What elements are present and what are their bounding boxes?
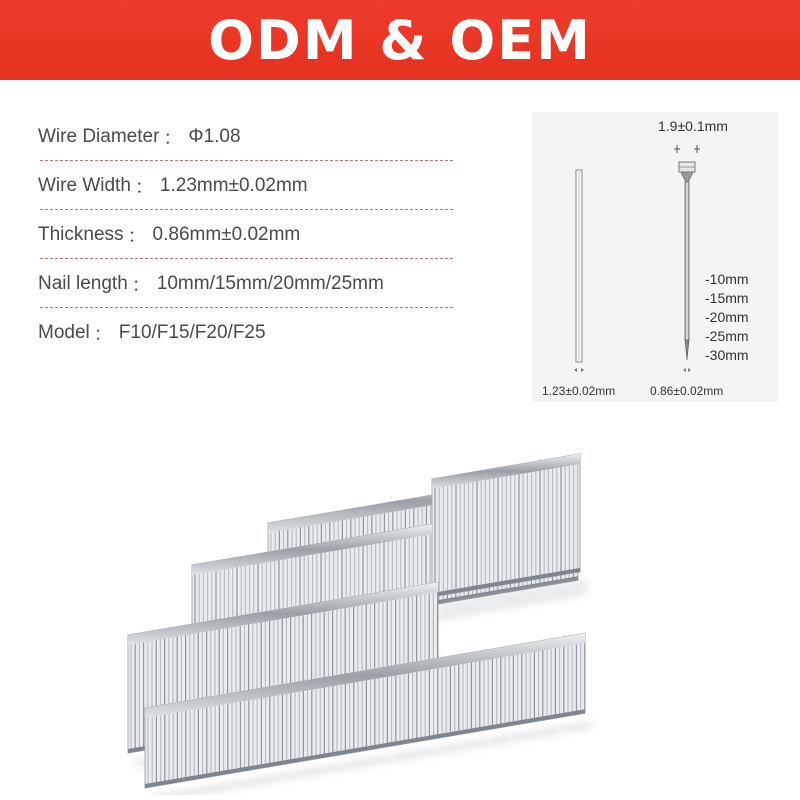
spec-row-nail-length — [38, 259, 453, 308]
length-option: -10mm — [705, 271, 749, 287]
spec-list — [38, 112, 453, 357]
spec-separator: ： — [134, 177, 154, 198]
length-option: -30mm — [705, 347, 749, 363]
spec-row-model — [38, 308, 453, 357]
spec-value: 10mm/15mm/20mm/25mm — [156, 272, 384, 294]
nail-strips-illustration — [120, 425, 700, 795]
nail-side-view — [679, 162, 695, 372]
spec-row-wire-diameter — [38, 112, 453, 161]
spec-row-wire-width — [38, 161, 453, 210]
spec-value: 0.86mm±0.02mm — [152, 223, 301, 245]
spec-label: Wire Diameter — [38, 125, 160, 147]
spec-row-thickness — [38, 210, 453, 259]
spec-value: 1.23mm±0.02mm — [159, 174, 308, 196]
wire-width-label: 1.23±0.02mm — [542, 384, 616, 398]
spec-value: F10/F15/F20/F25 — [118, 321, 266, 343]
spec-label: Wire Width — [38, 174, 131, 196]
spec-separator: ： — [127, 226, 147, 247]
spec-separator: ： — [131, 275, 151, 296]
spec-label: Nail length — [38, 272, 128, 294]
header-banner — [0, 0, 800, 80]
length-option: -20mm — [705, 309, 749, 325]
spec-label: Thickness — [38, 223, 124, 245]
head-width-label: 1.9±0.1mm — [658, 118, 728, 134]
length-option: -15mm — [705, 290, 749, 306]
thickness-label: 0.86±0.02mm — [650, 384, 724, 398]
nail-front-view — [574, 170, 584, 372]
spec-label: Model — [38, 321, 90, 343]
spec-separator: ： — [163, 128, 183, 149]
spec-value: Φ1.08 — [188, 125, 241, 147]
head-width-marker — [674, 145, 700, 153]
brad-nail-strips-image — [120, 425, 700, 795]
banner-title: ODM & OEM — [208, 8, 592, 72]
spec-separator: ： — [93, 324, 113, 345]
length-option: -25mm — [705, 328, 749, 344]
length-options — [705, 270, 749, 365]
nail-dimension-diagram — [532, 112, 778, 402]
